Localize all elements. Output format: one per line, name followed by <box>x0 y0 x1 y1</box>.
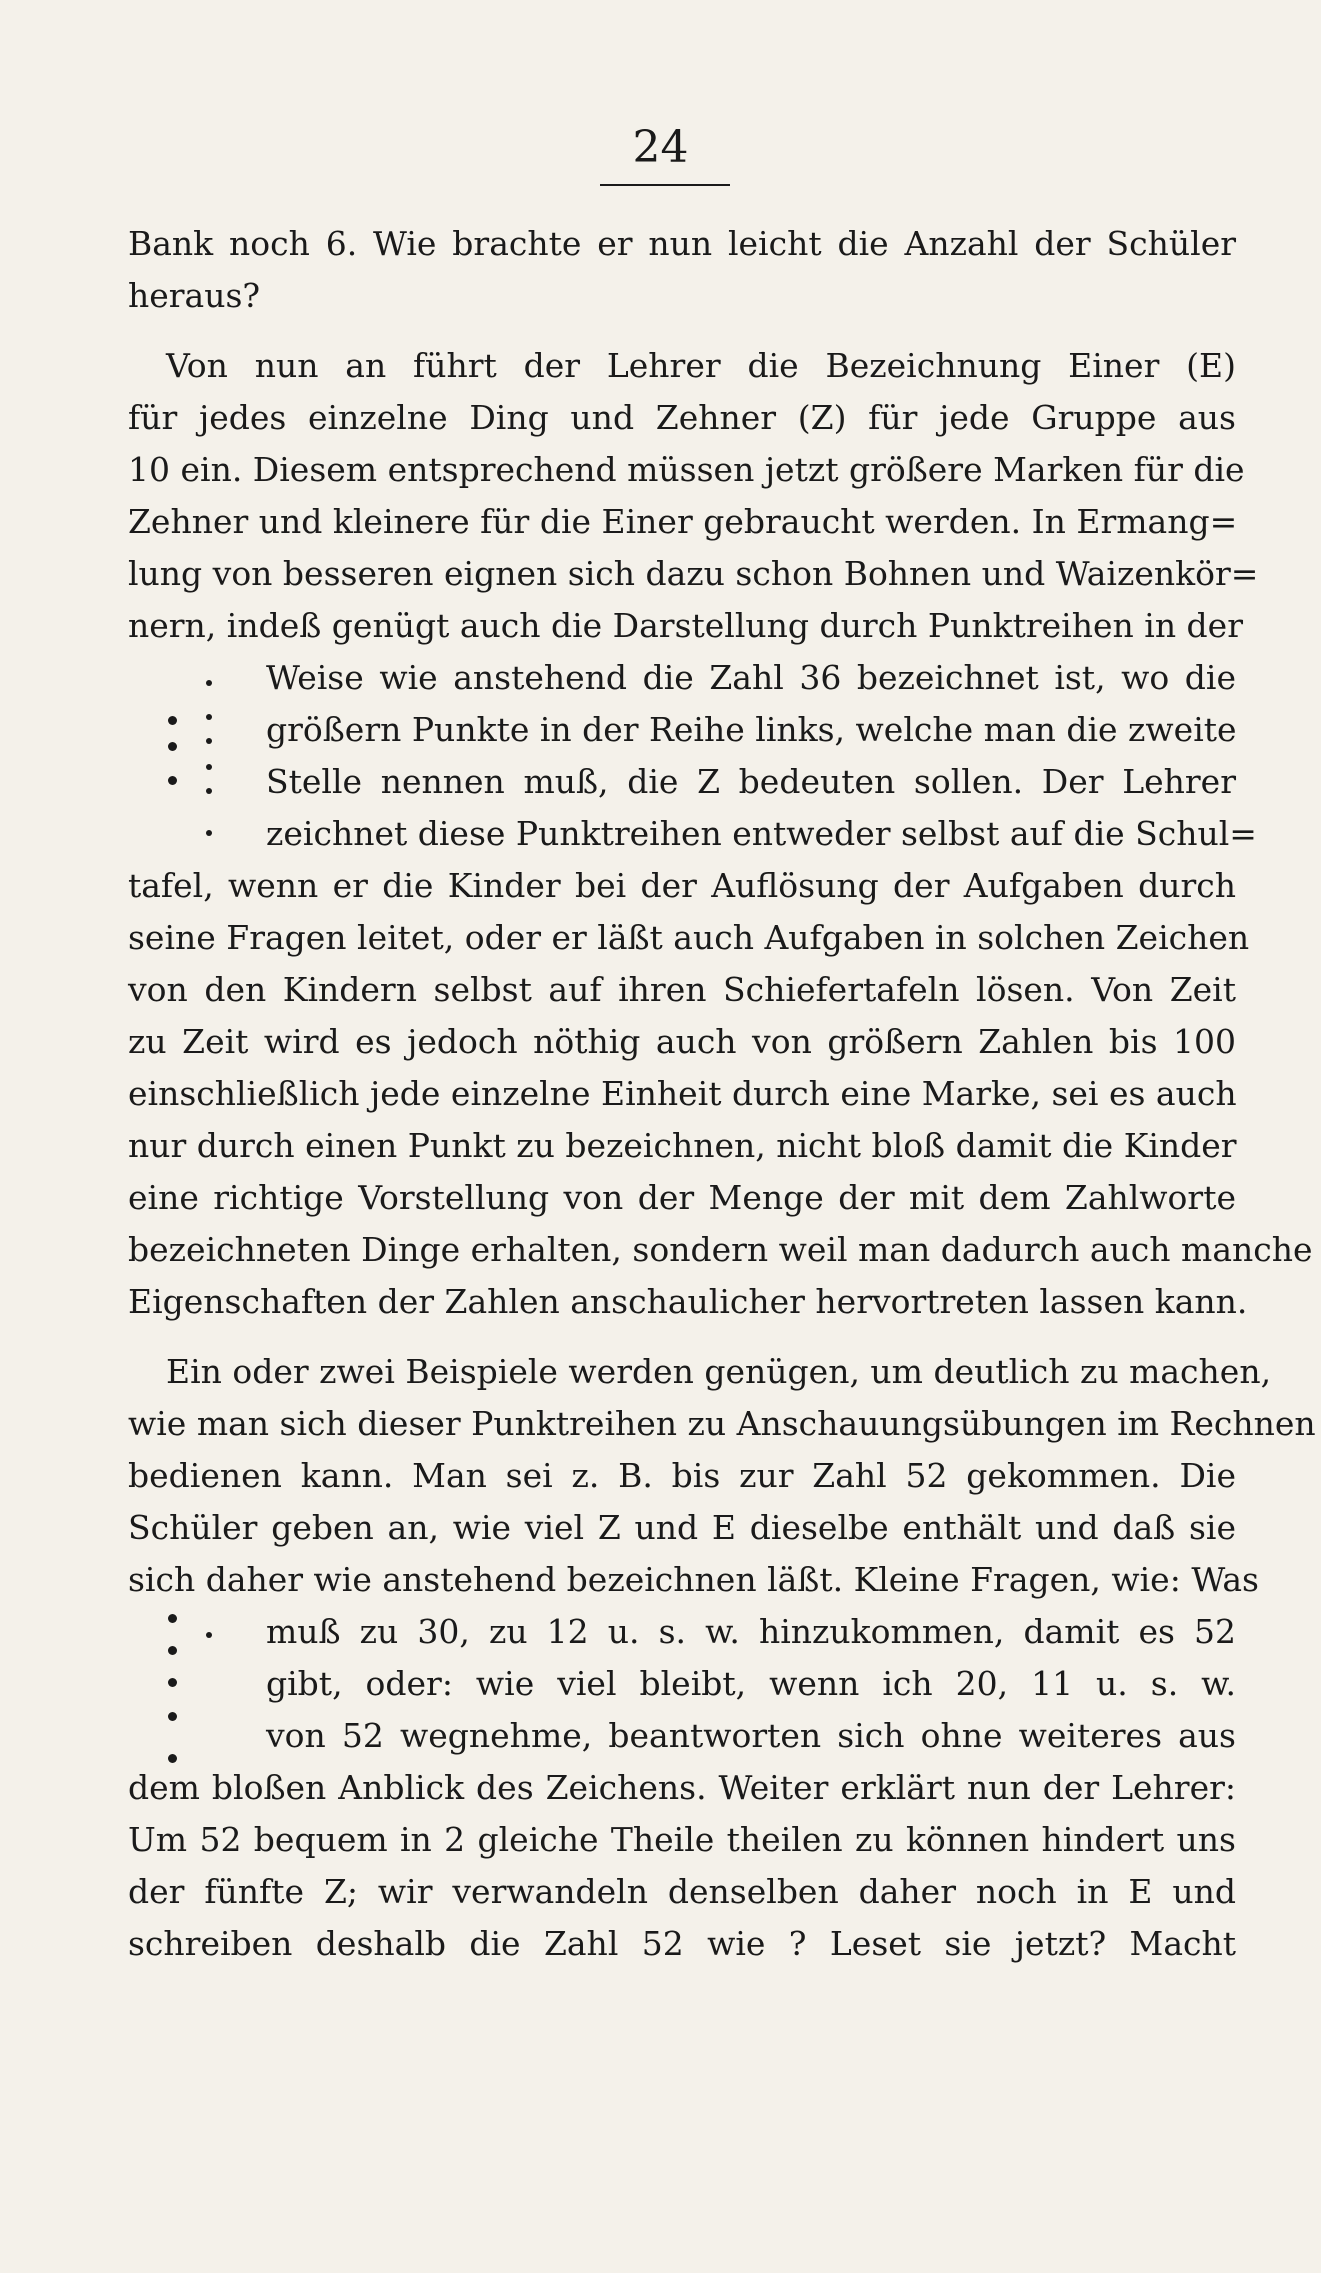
dot-einer <box>206 764 212 770</box>
figure-row <box>128 808 1257 860</box>
text-line: Schüler geben an, wie viel Z und E dieselbe enthält und daß sie <box>128 1508 1236 1547</box>
dot-zehner <box>168 1712 177 1721</box>
dot-zehner <box>168 1646 177 1655</box>
text-line: größern Punkte in der Reihe links, welche man die zweite <box>266 710 1237 749</box>
dot-einer <box>206 830 212 836</box>
dot-figure-36 <box>128 808 248 860</box>
text-line: sich daher wie anstehend bezeichnen läßt. Kleine Fragen, wie: Was <box>128 1560 1259 1599</box>
text-line: einschließlich jede einzelne Einheit durch eine Marke, sei es auch <box>128 1074 1237 1113</box>
text-line: eine richtige Vorstellung von der Menge der mit dem Zahlworte <box>128 1178 1236 1217</box>
text-line: Um 52 bequem in 2 gleiche Theile theilen zu können hindert uns <box>128 1820 1236 1859</box>
text-line: Von nun an führt der Lehrer die Bezeichnung Einer (E) <box>166 346 1236 385</box>
text-line: der fünfte Z; wir verwandeln denselben daher noch in E und <box>128 1872 1236 1911</box>
dot-figure-52 <box>128 1710 248 1762</box>
text-line: muß zu 30, zu 12 u. s. w. hinzukommen, damit es 52 <box>266 1612 1236 1651</box>
text-line: nern, indeß genügt auch die Darstellung durch Punktreihen in der <box>128 606 1243 645</box>
figure-row <box>128 756 1236 808</box>
text-line: wie man sich dieser Punktreihen zu Anschauungsübungen im Rechnen <box>128 1404 1316 1443</box>
text-line: schreiben deshalb die Zahl 52 wie ? Leset sie jetzt? Macht <box>128 1924 1236 1963</box>
dot-zehner <box>168 776 177 785</box>
text-line: bedienen kann. Man sei z. B. bis zur Zahl 52 gekommen. Die <box>128 1456 1236 1495</box>
dot-figure-36 <box>128 704 248 756</box>
dot-einer <box>206 1632 212 1638</box>
figure-row <box>128 1658 1236 1710</box>
dot-zehner <box>168 1614 177 1623</box>
dot-einer <box>206 714 212 720</box>
text-line: von den Kindern selbst auf ihren Schiefertafeln lösen. Von Zeit <box>128 970 1236 1009</box>
header-rule <box>600 184 730 186</box>
text-line: zeichnet diese Punktreihen entweder selbst auf die Schul= <box>266 814 1257 853</box>
text-line: Zehner und kleinere für die Einer gebraucht werden. In Ermang= <box>128 502 1238 541</box>
text-line: bezeichneten Dinge erhalten, sondern weil man dadurch auch manche <box>128 1230 1313 1269</box>
text-line: dem bloßen Anblick des Zeichens. Weiter erklärt nun der Lehrer: <box>128 1768 1236 1807</box>
text-line: lung von besseren eignen sich dazu schon Bohnen und Waizenkör= <box>128 554 1259 593</box>
text-line: nur durch einen Punkt zu bezeichnen, nicht bloß damit die Kinder <box>128 1126 1237 1165</box>
text-line: Ein oder zwei Beispiele werden genügen, um deutlich zu machen, <box>166 1352 1272 1391</box>
dot-zehner <box>168 742 177 751</box>
dot-figure-52 <box>128 1606 248 1658</box>
figure-row <box>128 652 1236 704</box>
dot-zehner <box>168 1754 177 1763</box>
text-line: 10 ein. Diesem entsprechend müssen jetzt größere Marken für die <box>128 450 1245 489</box>
dot-einer <box>206 788 212 794</box>
figure-row <box>128 704 1236 756</box>
text-line: Weise wie anstehend die Zahl 36 bezeichnet ist, wo die <box>266 658 1236 697</box>
text-line: tafel, wenn er die Kinder bei der Auflösung der Aufgaben durch <box>128 866 1236 905</box>
text-line: seine Fragen leitet, oder er läßt auch Aufgaben in solchen Zeichen <box>128 918 1250 957</box>
dot-zehner <box>168 1678 177 1687</box>
text-body <box>128 218 1316 1970</box>
figure-row <box>128 1710 1236 1762</box>
dot-figure-36 <box>128 652 248 704</box>
text-line: Eigenschaften der Zahlen anschaulicher hervortreten lassen kann. <box>128 1282 1248 1321</box>
text-line: von 52 wegnehme, beantworten sich ohne weiteres aus <box>266 1716 1236 1755</box>
text-line: heraus? <box>128 276 261 315</box>
dot-zehner <box>168 716 177 725</box>
text-line: Stelle nennen muß, die Z bedeuten sollen. Der Lehrer <box>266 762 1236 801</box>
dot-figure-36 <box>128 756 248 808</box>
text-line: für jedes einzelne Ding und Zehner (Z) für jede Gruppe aus <box>128 398 1236 437</box>
text-line: zu Zeit wird es jedoch nöthig auch von größern Zahlen bis 100 <box>128 1022 1236 1061</box>
dot-einer <box>206 738 212 744</box>
text-line: Bank noch 6. Wie brachte er nun leicht die Anzahl der Schüler <box>128 224 1236 263</box>
dot-figure-52 <box>128 1658 248 1710</box>
page-number: 24 <box>632 122 689 173</box>
text-line: gibt, oder: wie viel bleibt, wenn ich 20, 11 u. s. w. <box>266 1664 1236 1703</box>
dot-einer <box>206 680 212 686</box>
figure-row <box>128 1606 1236 1658</box>
